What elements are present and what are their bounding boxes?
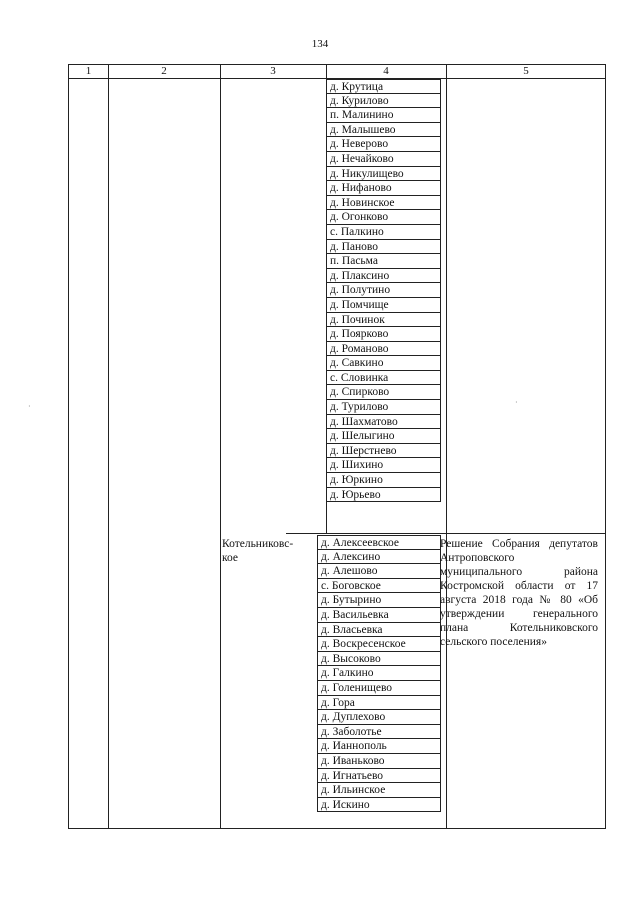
- settlement-item: д. Бутырино: [317, 593, 441, 608]
- settlement-item: д. Неверово: [326, 137, 441, 152]
- municipality-name: Котельниковс- кое: [222, 538, 294, 564]
- header-col-1: 1: [85, 65, 92, 77]
- page-number: 134: [311, 38, 329, 50]
- settlement-item: с. Боговское: [317, 579, 441, 594]
- settlement-item: д. Малышево: [326, 123, 441, 138]
- settlement-item: д. Новинское: [326, 196, 441, 211]
- settlement-list: [326, 79, 441, 502]
- settlement-item: д. Крутица: [326, 79, 441, 94]
- settlement-item: д. Полутино: [326, 283, 441, 298]
- settlement-item: д. Романово: [326, 342, 441, 357]
- settlement-item: д. Высоково: [317, 652, 441, 667]
- settlement-item: п. Пасьма: [326, 254, 441, 269]
- settlement-item: д. Гора: [317, 696, 441, 711]
- header-col-5: 5: [523, 65, 529, 77]
- settlement-item: д. Юрьево: [326, 488, 441, 503]
- settlement-item: д. Шелыгино: [326, 429, 441, 444]
- settlement-item: д. Дуплехово: [317, 710, 441, 725]
- column-divider: [446, 65, 447, 828]
- settlement-list-kotelnikovskoe: [317, 535, 441, 812]
- section-divider: [286, 533, 605, 534]
- settlement-item: д. Юркино: [326, 473, 441, 488]
- settlement-item: д. Голенищево: [317, 681, 441, 696]
- settlement-item: д. Алексино: [317, 550, 441, 565]
- settlement-item: д. Алексеевское: [317, 535, 441, 550]
- column-divider: [220, 65, 221, 828]
- column-divider: [108, 65, 109, 828]
- settlement-item: д. Спирково: [326, 385, 441, 400]
- settlement-item: д. Никулищево: [326, 167, 441, 182]
- settlement-item: д. Шерстнево: [326, 444, 441, 459]
- decision-text: Решение Собрания депутатов Антроповского муниципального района Костромской области от 17 августа 2018 года № 80 «Об утверждении генерального плана Котельниковского сельского поселения»: [440, 538, 598, 648]
- settlement-item: д. Паново: [326, 240, 441, 255]
- settlement-item: д. Поярково: [326, 327, 441, 342]
- settlement-item: д. Огонково: [326, 210, 441, 225]
- settlement-item: д. Иваньково: [317, 754, 441, 769]
- settlement-item: п. Малинино: [326, 108, 441, 123]
- settlement-item: д. Ильинское: [317, 783, 441, 798]
- settlement-item: д. Ианнополь: [317, 739, 441, 754]
- settlement-item: д. Нифаново: [326, 181, 441, 196]
- settlement-item: д. Заболотье: [317, 725, 441, 740]
- header-col-2: 2: [161, 65, 167, 77]
- table-header-row: [69, 65, 605, 79]
- settlement-item: д. Курилово: [326, 94, 441, 109]
- settlement-item: д. Власьевка: [317, 623, 441, 638]
- settlement-item: д. Турилово: [326, 400, 441, 415]
- settlement-item: д. Шахматово: [326, 415, 441, 430]
- settlement-item: д. Воскресенское: [317, 637, 441, 652]
- settlement-item: с. Палкино: [326, 225, 441, 240]
- settlement-item: д. Шихино: [326, 458, 441, 473]
- settlement-item: с. Словинка: [326, 371, 441, 386]
- settlement-item: д. Починок: [326, 313, 441, 328]
- scan-mark: ·: [515, 398, 518, 407]
- settlement-item: д. Помчище: [326, 298, 441, 313]
- header-col-4: 4: [383, 65, 389, 77]
- settlement-item: д. Игнатьево: [317, 769, 441, 784]
- settlement-item: д. Васильевка: [317, 608, 441, 623]
- settlement-item: д. Искино: [317, 798, 441, 813]
- settlement-item: д. Плаксино: [326, 269, 441, 284]
- settlement-item: д. Галкино: [317, 666, 441, 681]
- settlement-item: д. Нечайково: [326, 152, 441, 167]
- settlements-table: [68, 64, 606, 829]
- settlement-item: д. Савкино: [326, 356, 441, 371]
- header-col-3: 3: [270, 65, 276, 77]
- settlement-item: д. Алешово: [317, 564, 441, 579]
- scan-mark: ·: [28, 402, 31, 411]
